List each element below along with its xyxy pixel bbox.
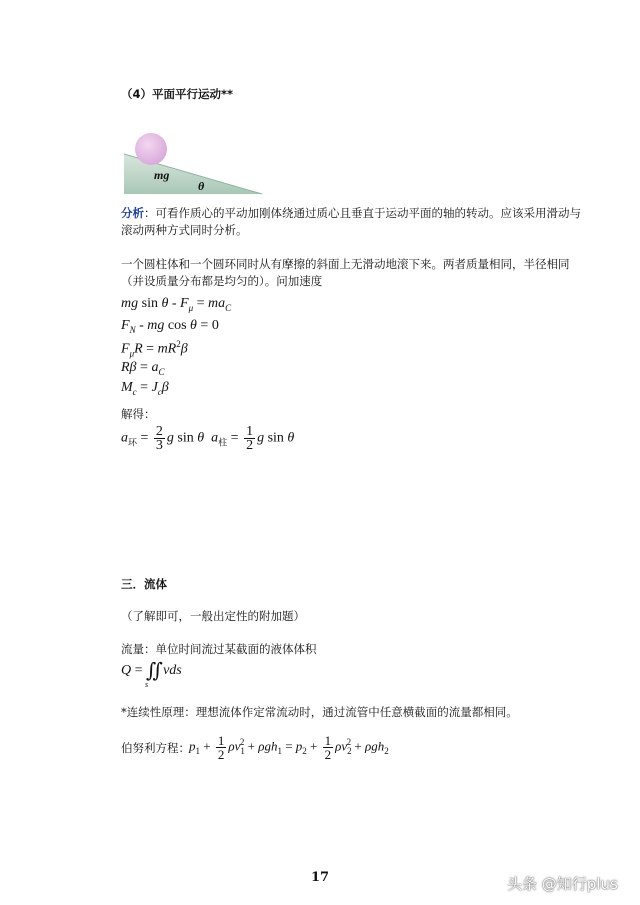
theta-label: θ	[198, 179, 205, 193]
problem-statement: 一个圆柱体和一个圆环同时从有摩擦的斜面上无滑动地滚下来。两者质量相同，半径相同（并设质量分布都是均匀的）。问加速度	[121, 257, 570, 288]
solve-label: 解得：	[121, 407, 156, 421]
incline-figure	[122, 132, 272, 198]
page-number: 17	[311, 870, 330, 885]
flow-equation: Q = ∬vds	[121, 660, 182, 682]
section-title: （4）平面平行运动**	[121, 87, 234, 101]
equation-5: $M_c = J_c\beta$	[121, 380, 169, 397]
integral-subscript: s	[145, 680, 149, 689]
bernoulli-equation: $p_1$ + $\frac{1}{2}$ $\rho v_1^2 + \rho gh_1 = p_2$ + $\frac{1}{2}$ $\rho v_2^2 + \rho gh_2$	[189, 733, 389, 762]
mg-label: mg	[154, 168, 170, 182]
analysis-paragraph	[121, 205, 581, 239]
fluid-note: （了解即可，一般出定性的附加题）	[121, 609, 305, 623]
equation-1: mg $\sin \theta - F_\mu = ma_C$	[121, 296, 232, 313]
flow-definition: 流量：单位时间流过某截面的液体体积	[121, 642, 317, 656]
analysis-text: ：可看作质心的平动加刚体绕通过质心且垂直于运动平面的轴的转动。应该采用滑动与滚动两种方式同时分析。	[121, 206, 581, 237]
equation-2: $F_N$ - mg cos θ = 0	[121, 318, 219, 335]
result-equation: $a_环$ = $\frac{2}{3}$ g sin θ $a_柱$ = $\frac{1}{2}$ g sin θ	[121, 424, 295, 453]
section-three-title: 三．流体	[121, 577, 167, 591]
continuity-principle: *连续性原理：理想流体作定常流动时，通过流管中任意横截面的流量都相同。	[121, 705, 518, 719]
analysis-label: 分析	[121, 206, 144, 220]
equation-4: $R\beta = a_C$	[121, 360, 165, 377]
cylinder-ball	[135, 133, 167, 165]
equation-3: $F_\mu R = mR^2\beta$	[121, 339, 188, 359]
watermark: 头条 @知行plus	[507, 875, 618, 893]
bernoulli-label: 伯努利方程：	[121, 741, 190, 755]
